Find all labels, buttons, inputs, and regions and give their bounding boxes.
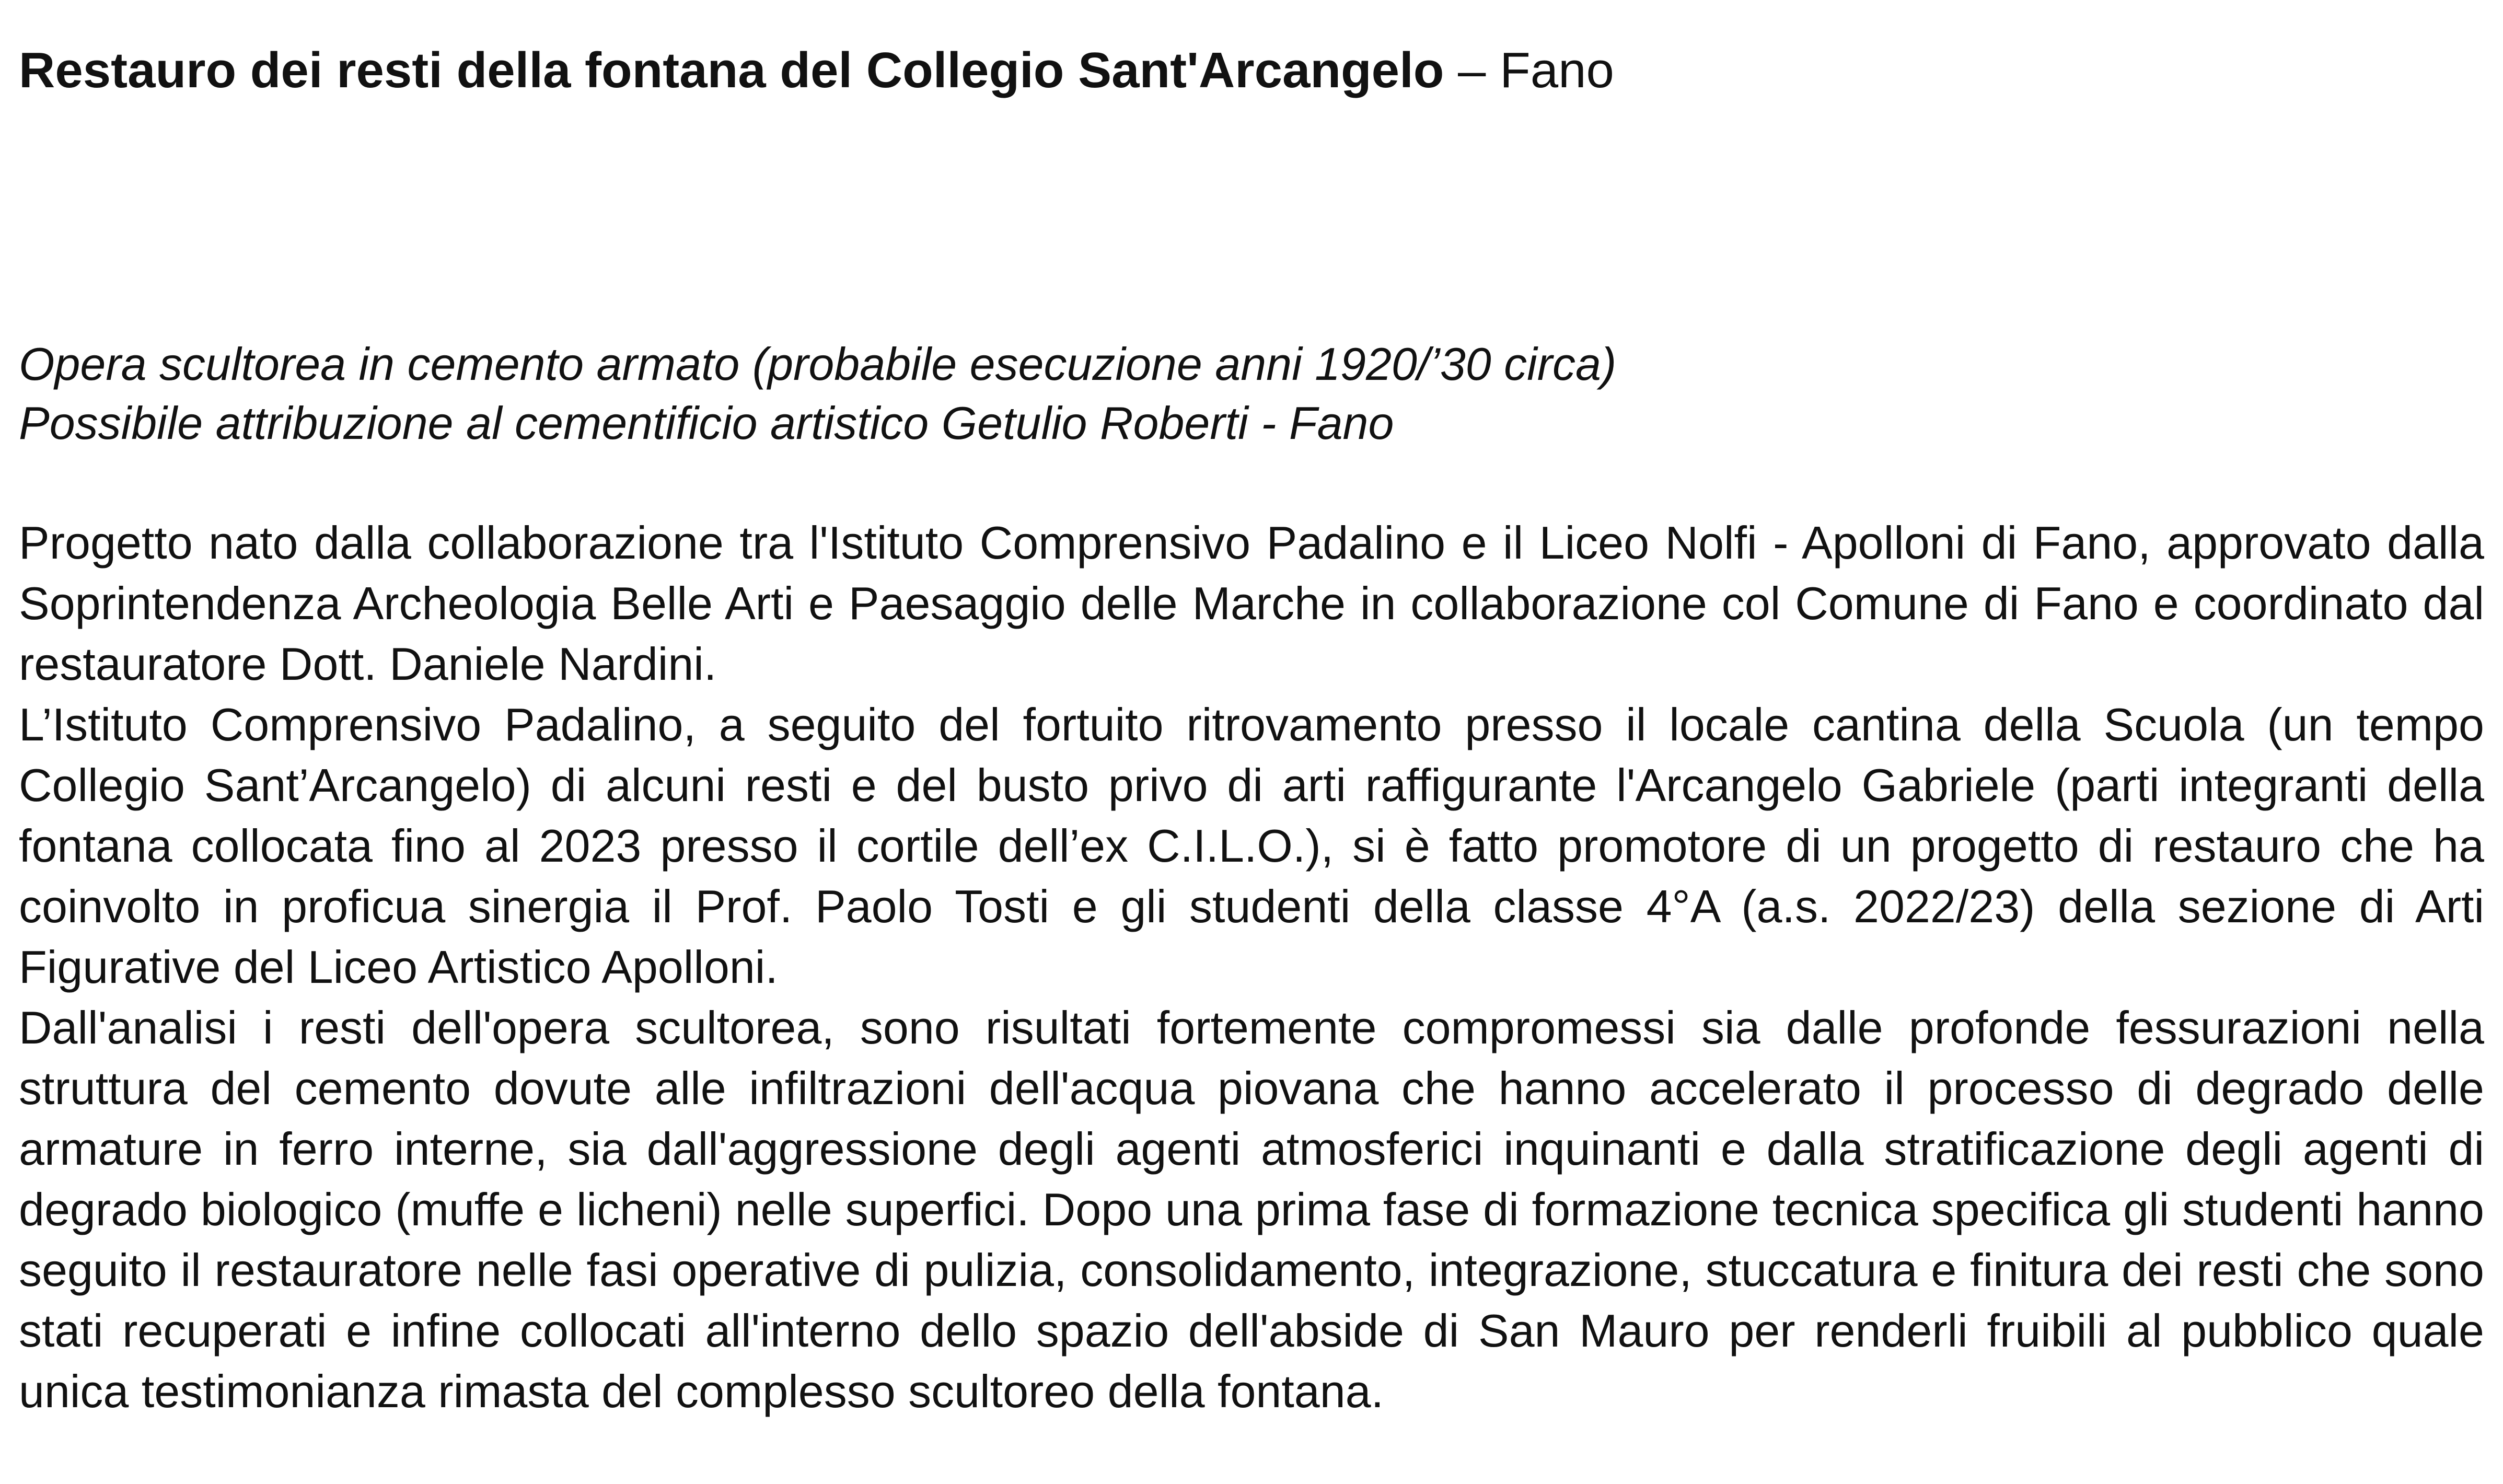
body-text xyxy=(19,513,2484,1422)
paragraph-discovery: L’Istituto Comprensivo Padalino, a seguito del fortuito ritrovamento presso il locale cantina della Scuola (un tempo Collegio Sant’Arcangelo) di alcuni resti e del busto privo di arti raffigurante l'Arcangelo Gabriele (parti integranti della fontana collocata fino al 2023 presso il cortile dell’ex C.I.L.O.), si è fatto promotore di un progetto di restauro che ha coinvolto in proficua sinergia il Prof. Paolo Tosti e gli studenti della classe 4°A (a.s. 2022/23) della sezione di Arti Figurative del Liceo Artistico Apolloni. xyxy=(19,699,2484,993)
paragraph-analysis: Dall'analisi i resti dell'opera scultorea, sono risultati fortemente compromessi sia dalle profonde fessurazioni nella struttura del cemento dovute alle infiltrazioni dell'acqua piovana che hanno accelerato il processo di degrado delle armature in ferro interne, sia dall'aggressione degli agenti atmosferici inquinanti e dalla stratificazione degli agenti di degrado biologico (muffe e licheni) nelle superfici. Dopo una prima fase di formazione tecnica specifica gli studenti hanno seguito il restauratore nelle fasi operative di pulizia, consolidamento, integrazione, stuccatura e finitura dei resti che sono stati recuperati e infine collocati all'interno dello spazio dell'abside di San Mauro per renderli fruibili al pubblico quale unica testimonianza rimasta del complesso scultoreo della fontana. xyxy=(19,1002,2484,1417)
artwork-material-line: Opera scultorea in cemento armato (probabile esecuzione anni 1920/’30 circa) xyxy=(19,338,1617,390)
title-place: Fano xyxy=(1500,42,1614,98)
title-main: Restauro dei resti della fontana del Collegio Sant'Arcangelo xyxy=(19,42,1444,98)
artwork-description xyxy=(19,334,1616,453)
paragraph-project: Progetto nato dalla collaborazione tra l'Istituto Comprensivo Padalino e il Liceo Nolfi - Apolloni di Fano, approvato dalla Soprintendenza Archeologia Belle Arti e Paesaggio delle Marche in collaborazione col Comune di Fano e coordinato dal restauratore Dott. Daniele Nardini. xyxy=(19,517,2484,690)
page-title xyxy=(19,37,1614,105)
artwork-attribution-line: Possibile attribuzione al cementificio artistico Getulio Roberti - Fano xyxy=(19,397,1394,449)
title-separator: – xyxy=(1444,42,1500,98)
